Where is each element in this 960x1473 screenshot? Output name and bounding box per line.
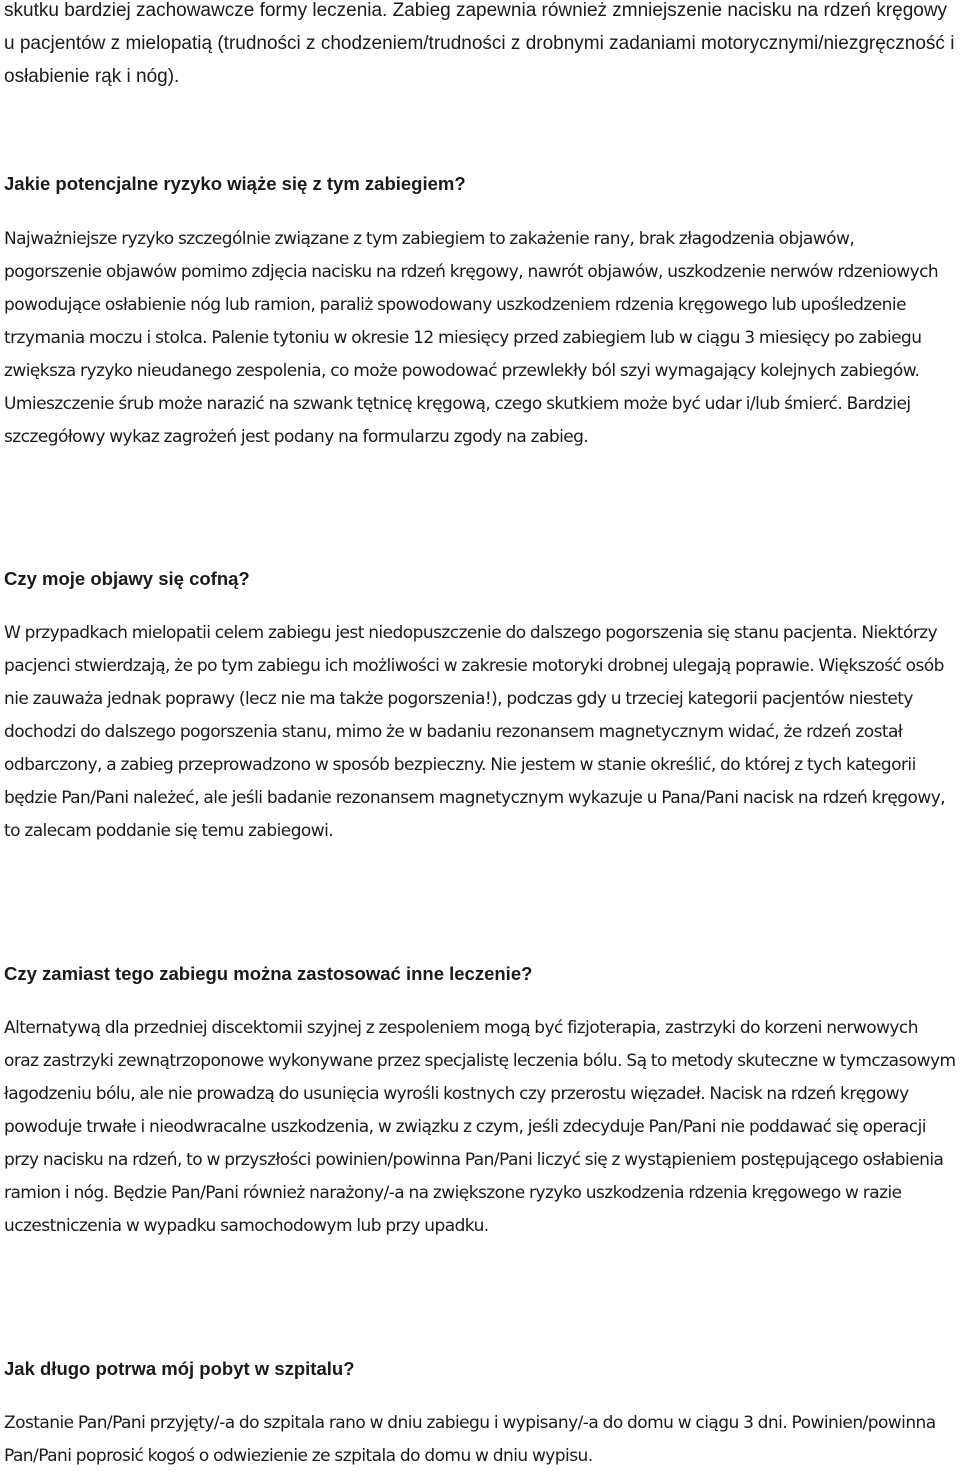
section-heading-symptoms: Czy moje objawy się cofną? <box>4 568 250 589</box>
section-body-hospital-stay: Zostanie Pan/Pani przyjęty/-a do szpitala rano w dniu zabiegu i wypisany/-a do domu w ciągu 3 dni. Powinien/powinna Pan/Pani poprosić kogoś o odwiezienie ze szpitala do domu w dniu wypisu. <box>4 1413 936 1466</box>
section-body-risks: Najważniejsze ryzyko szczególnie związane z tym zabiegiem to zakażenie rany, brak złagodzenia objawów, pogorszenie objawów pomimo zdjęcia nacisku na rdzeń kręgowy, nawrót objawów, uszkodzenie nerwów rdzeniowych powodujące osłabienie nóg lub ramion, paraliż spowodowany uszkodzeniem rdzenia kręgowego lub upośledzenie trzymania moczu i stolca. Palenie tytoniu w okresie 12 miesięcy przed zabiegiem lub w ciągu 3 miesięcy po zabiegu zwiększa ryzyko nieudanego zespolenia, co może powodować przewlekły ból szyi wymagający kolejnych zabiegów. Umieszczenie śrub może narazić na szwank tętnicę kręgową, czego skutkiem może być udar i/lub śmierć. Bardziej szczegółowy wykaz zagrożeń jest podany na formularzu zgody na zabieg. <box>4 229 939 447</box>
section-heading-risks: Jakie potencjalne ryzyko wiąże się z tym zabiegiem? <box>4 173 466 194</box>
section-heading-hospital-stay: Jak długo potrwa mój pobyt w szpitalu? <box>4 1358 355 1379</box>
section-heading-alternatives: Czy zamiast tego zabiegu można zastosować inne leczenie? <box>4 963 533 984</box>
section-body-alternatives: Alternatywą dla przedniej discektomii szyjnej z zespoleniem mogą być fizjoterapia, zastrzyki do korzeni nerwowych oraz zastrzyki zewnątrzoponowe wykonywane przez specjalistę leczenia bólu. Są to metody skuteczne w tymczasowym łagodzeniu bólu, ale nie prowadzą do usunięcia wyrośli kostnych czy przerostu więzadeł. Nacisk na rdzeń kręgowy powoduje trwałe i nieodwracalne uszkodzenia, w związku z czym, jeśli zdecyduje Pan/Pani nie poddawać się operacji przy nacisku na rdzeń, to w przyszłości powinien/powinna Pan/Pani liczyć się z wystąpieniem postępującego osłabienia ramion i nóg. Będzie Pan/Pani również narażony/-a na zwiększone ryzyko uszkodzenia rdzenia kręgowego w razie uczestniczenia w wypadku samochodowym lub przy upadku. <box>4 1018 956 1236</box>
intro-paragraph: skutku bardziej zachowawcze formy leczenia. Zabieg zapewnia również zmniejszenie nacisku na rdzeń kręgowy u pacjentów z mielopatią (trudności z chodzeniem/trudności z drobnymi zadaniami motorycznymi/niezgręczność i osłabienie rąk i nóg). <box>4 0 955 87</box>
section-body-symptoms: W przypadkach mielopatii celem zabiegu jest niedopuszczenie do dalszego pogorszenia się stanu pacjenta. Niektórzy pacjenci stwierdzają, że po tym zabiegu ich możliwości w zakresie motoryki drobnej ulegają poprawie. Większość osób nie zauważa jednak poprawy (lecz nie ma także pogorszenia!), podczas gdy u trzeciej kategorii pacjentów niestety dochodzi do dalszego pogorszenia stanu, mimo że w badaniu rezonansem magnetycznym widać, że rdzeń został odbarczony, a zabieg przeprowadzono w sposób bezpieczny. Nie jestem w stanie określić, do której z tych kategorii będzie Pan/Pani należeć, ale jeśli badanie rezonansem magnetycznym wykazuje u Pana/Pani nacisk na rdzeń kręgowy, to zalecam poddanie się temu zabiegowi. <box>4 623 946 841</box>
